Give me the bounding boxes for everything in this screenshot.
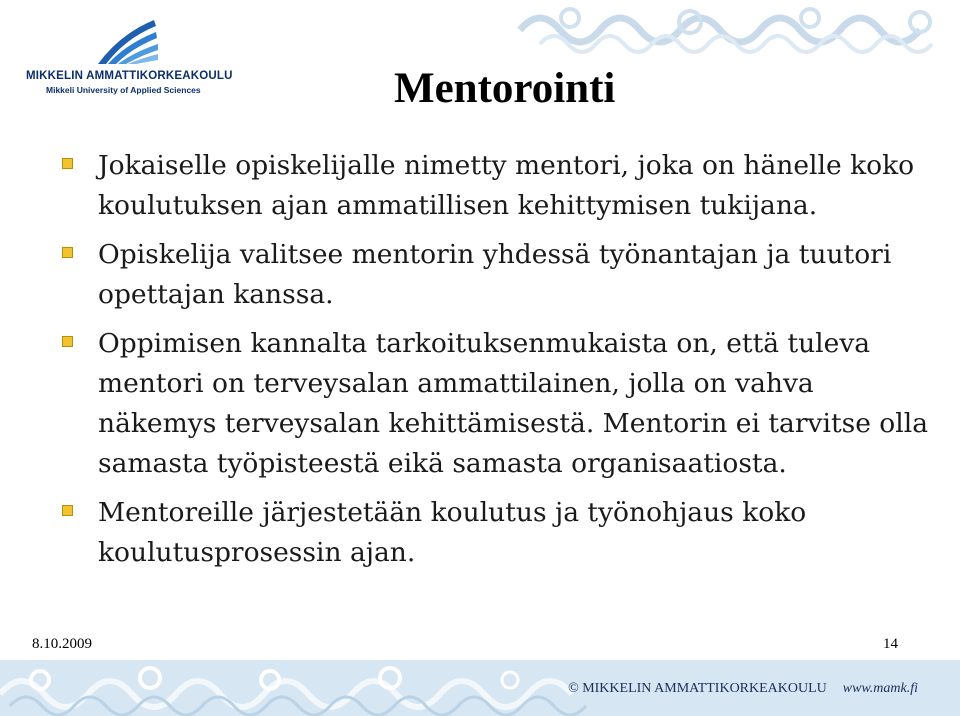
bullet-square-icon [62, 247, 73, 258]
logo-subtitle: Mikkeli University of Applied Sciences [46, 85, 201, 95]
footer-url-link[interactable]: www.mamk.fi [842, 681, 918, 696]
bullet-item [62, 146, 932, 226]
bullet-item [62, 324, 932, 484]
bullet-square-icon [62, 336, 73, 347]
school-logo [22, 14, 233, 95]
bullet-text: Jokaiselle opiskelijalle nimetty mentori, joka on hänelle koko koulutuksen ajan ammatillisen kehittymisen tukijana. [98, 150, 915, 221]
bullet-item [62, 235, 932, 315]
footer-text [568, 681, 918, 697]
bullet-list [62, 146, 932, 573]
logo-emblem-icon [90, 14, 162, 68]
bullet-text: Mentoreille järjestetään koulutus ja työnohjaus koko koulutusprosessin ajan. [98, 497, 807, 568]
page-number: 14 [883, 636, 898, 652]
top-ornament-decoration [510, 0, 960, 62]
slide-date: 8.10.2009 [32, 636, 92, 652]
footer-copyright: © MIKKELIN AMMATTIKORKEAKOULU [568, 681, 827, 696]
bullet-item [62, 493, 932, 573]
bullet-square-icon [62, 505, 73, 516]
bullet-text: Oppimisen kannalta tarkoituksenmukaista on, että tuleva mentori on terveysalan ammattilainen, jolla on vahva näkemys terveysalan kehittämisestä. Mentorin ei tarvitse olla samasta työpisteestä eikä samasta organisaatiosta. [98, 328, 929, 479]
logo-name: MIKKELIN AMMATTIKORKEAKOULU [26, 70, 233, 82]
bullet-square-icon [62, 158, 73, 169]
bullet-text: Opiskelija valitsee mentorin yhdessä työnantajan ja tuutori opettajan kanssa. [98, 239, 892, 310]
slide-title: Mentorointi [394, 65, 616, 112]
